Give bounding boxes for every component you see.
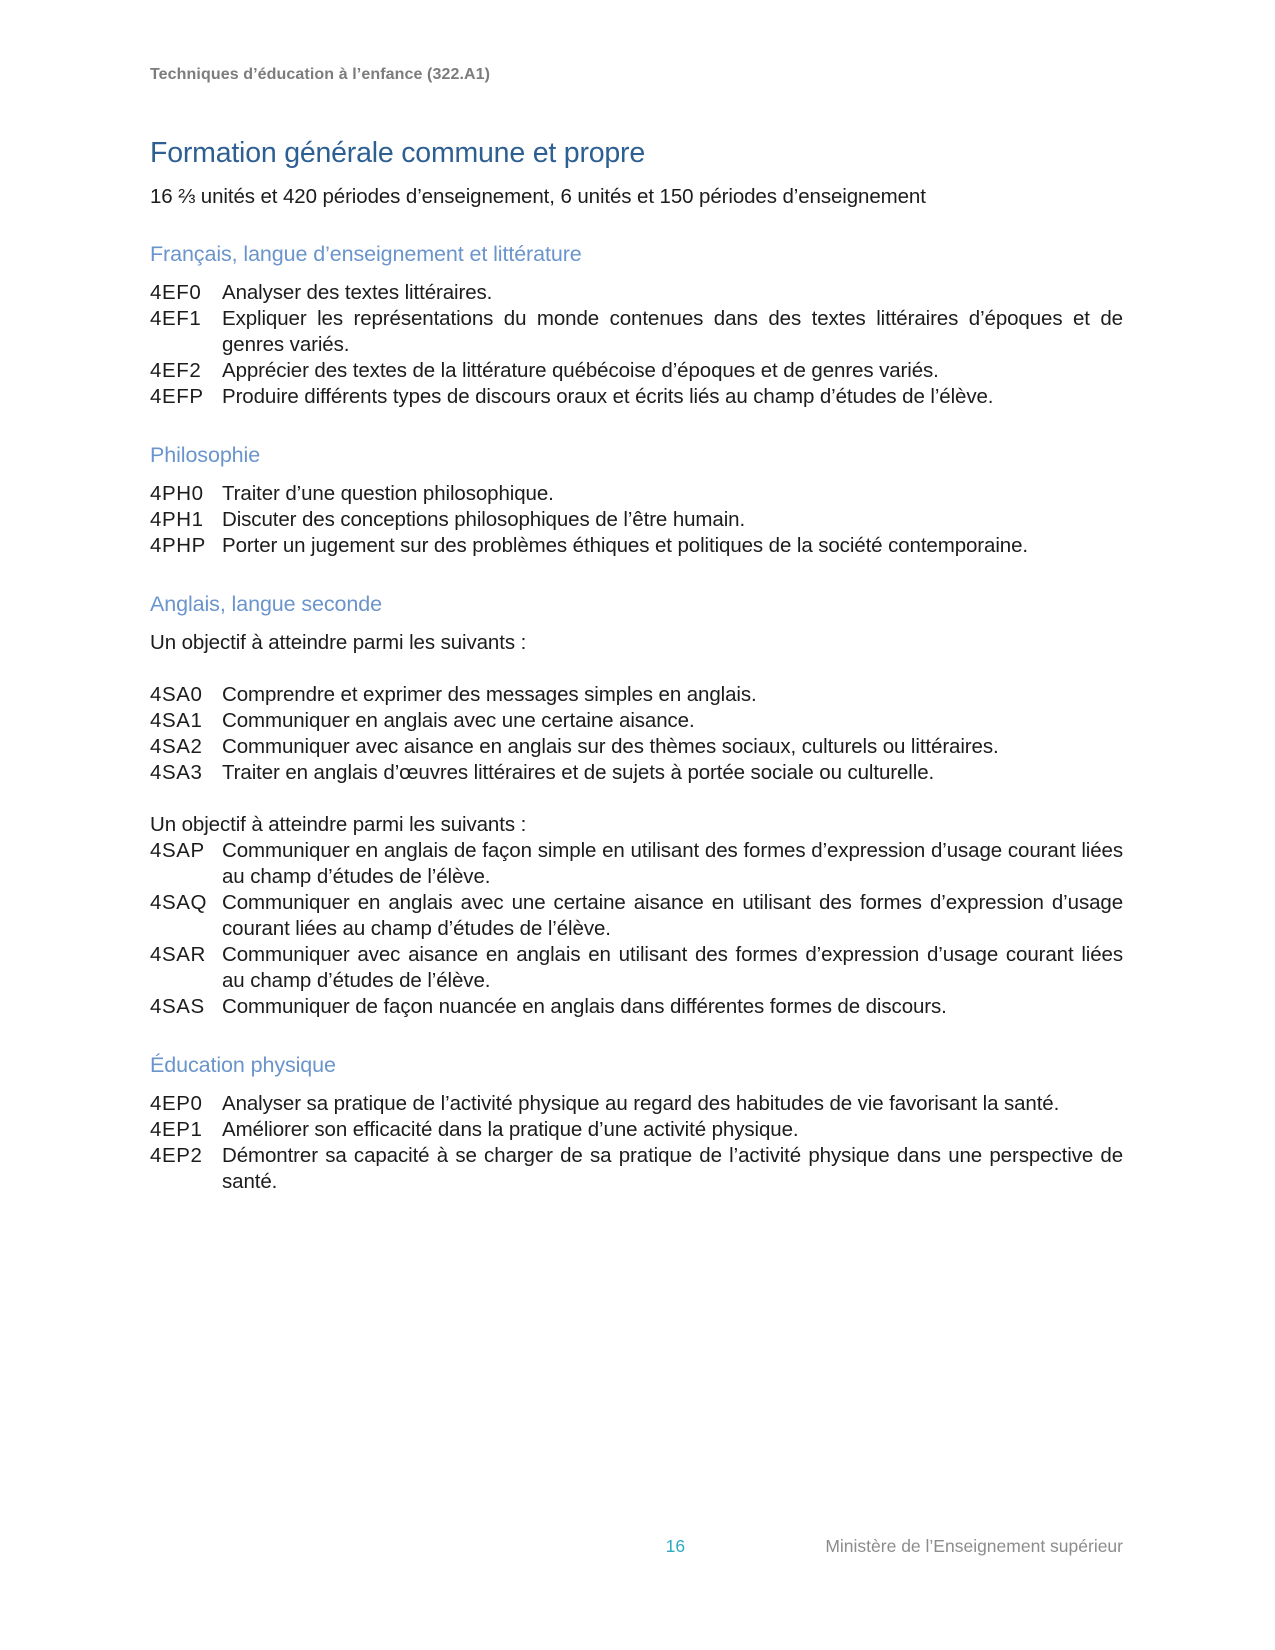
objective-code: 4SAP — [150, 839, 205, 862]
objective-code: 4EF1 — [150, 307, 202, 330]
objective-row — [150, 533, 1123, 559]
objective-text: Communiquer en anglais de façon simple en utilisant des formes d’expression d’usage courant liées au champ d’études de l’élève. — [222, 839, 1123, 888]
objective-text: Traiter en anglais d’œuvres littéraires et de sujets à portée sociale ou culturelle. — [222, 761, 935, 784]
page-footer — [150, 1536, 1123, 1558]
section-heading-francais: Français, langue d’enseignement et littérature — [150, 242, 582, 266]
objective-text: Porter un jugement sur des problèmes éthiques et politiques de la société contemporaine. — [222, 534, 1028, 557]
objective-code: 4SAQ — [150, 891, 208, 914]
objective-row — [150, 481, 1123, 507]
objective-text: Analyser des textes littéraires. — [222, 281, 493, 304]
document-header: Techniques d’éducation à l’enfance (322.A1) — [150, 66, 491, 83]
objective-text: Communiquer de façon nuancée en anglais dans différentes formes de discours. — [222, 995, 947, 1018]
objective-text: Communiquer en anglais avec une certaine aisance en utilisant des formes d’expression d’usage courant liées au champ d’études de l’élève. — [222, 891, 1123, 940]
section-education-items — [150, 1091, 1123, 1195]
objective-code: 4SA1 — [150, 709, 203, 732]
objective-text: Communiquer en anglais avec une certaine aisance. — [222, 709, 695, 732]
objective-text: Expliquer les représentations du monde contenues dans des textes littéraires d’époques et de genres variés. — [222, 307, 1123, 356]
blank-line — [150, 656, 1123, 682]
objective-row — [150, 1143, 1123, 1195]
section-anglais-group-2 — [150, 838, 1123, 1020]
objective-row — [150, 384, 1123, 410]
objective-code: 4EP2 — [150, 1144, 203, 1167]
objective-text: Produire différents types de discours oraux et écrits liés au champ d’études de l’élève. — [222, 385, 994, 408]
page-title: Formation générale commune et propre — [150, 137, 645, 169]
blank-line — [150, 786, 1123, 812]
ministry-name: Ministère de l’Enseignement supérieur — [825, 1536, 1123, 1556]
objective-text: Communiquer avec aisance en anglais sur des thèmes sociaux, culturels ou littéraires. — [222, 735, 999, 758]
objective-code: 4EFP — [150, 385, 204, 408]
section-heading-education-physique: Éducation physique — [150, 1053, 336, 1077]
objective-text: Communiquer avec aisance en anglais en utilisant des formes d’expression d’usage courant liées au champ d’études de l’élève. — [222, 943, 1123, 992]
objective-row — [150, 942, 1123, 994]
objective-code: 4PH1 — [150, 508, 204, 531]
objective-text: Apprécier des textes de la littérature québécoise d’époques et de genres variés. — [222, 359, 939, 382]
objective-row — [150, 994, 1123, 1020]
objective-row — [150, 682, 1123, 708]
objective-text: Analyser sa pratique de l’activité physique au regard des habitudes de vie favorisant la santé. — [222, 1092, 1060, 1115]
objective-code: 4SA3 — [150, 761, 203, 784]
objective-code: 4EP1 — [150, 1118, 203, 1141]
objective-text: Discuter des conceptions philosophiques de l’être humain. — [222, 508, 746, 531]
objective-choice-intro-2: Un objectif à atteindre parmi les suivants : — [150, 813, 527, 836]
objective-row — [150, 358, 1123, 384]
section-anglais-group-1 — [150, 682, 1123, 786]
objective-code: 4PHP — [150, 534, 206, 557]
objective-row — [150, 1091, 1123, 1117]
objective-choice-intro-1: Un objectif à atteindre parmi les suivants : — [150, 631, 527, 654]
objective-row — [150, 838, 1123, 890]
section-philosophie-items — [150, 481, 1123, 559]
objective-code: 4SAS — [150, 995, 205, 1018]
objective-row — [150, 760, 1123, 786]
objective-code: 4PH0 — [150, 482, 204, 505]
objective-text: Traiter d’une question philosophique. — [222, 482, 554, 505]
objective-text: Améliorer son efficacité dans la pratique d’une activité physique. — [222, 1118, 799, 1141]
objective-code: 4EP0 — [150, 1092, 203, 1115]
objective-row — [150, 507, 1123, 533]
objective-row — [150, 280, 1123, 306]
objective-text: Comprendre et exprimer des messages simples en anglais. — [222, 683, 757, 706]
section-heading-philosophie: Philosophie — [150, 443, 261, 467]
objective-code: 4EF2 — [150, 359, 202, 382]
objective-row — [150, 1117, 1123, 1143]
objective-row — [150, 734, 1123, 760]
objective-row — [150, 306, 1123, 358]
objective-code: 4SAR — [150, 943, 206, 966]
section-heading-anglais: Anglais, langue seconde — [150, 592, 382, 616]
units-summary: 16 ⅔ unités et 420 périodes d’enseignement, 6 unités et 150 périodes d’enseignement — [150, 185, 926, 208]
objective-row — [150, 890, 1123, 942]
objective-code: 4SA2 — [150, 735, 203, 758]
objective-code: 4SA0 — [150, 683, 203, 706]
page-number: 16 — [665, 1536, 686, 1556]
objective-text: Démontrer sa capacité à se charger de sa pratique de l’activité physique dans une perspective de santé. — [222, 1144, 1123, 1193]
section-francais-items — [150, 280, 1123, 410]
objective-row — [150, 708, 1123, 734]
objective-code: 4EF0 — [150, 281, 202, 304]
